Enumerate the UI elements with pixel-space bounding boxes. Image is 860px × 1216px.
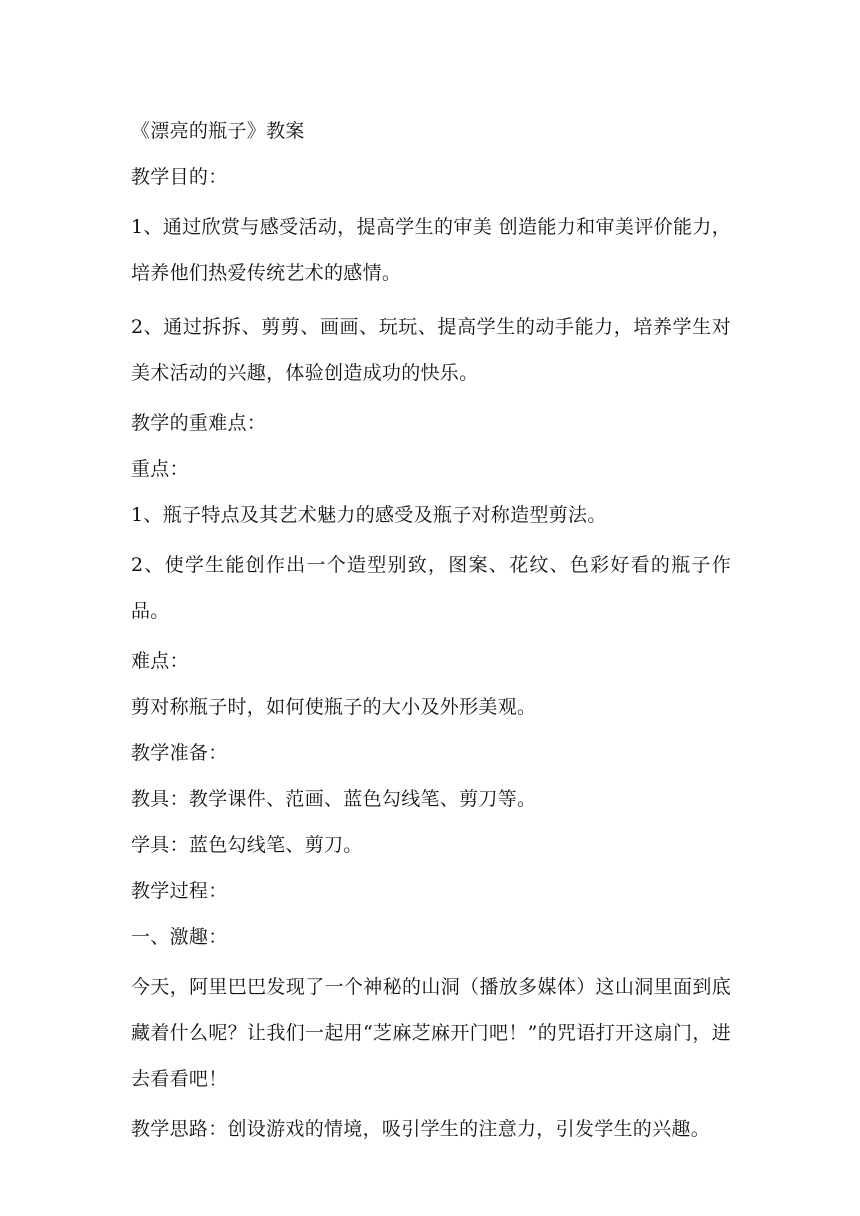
objective-item-1: 1、通过欣赏与感受活动，提高学生的审美 创造能力和审美评价能力，培养他们热爱传统艺术的感情。 [131, 216, 731, 284]
step-heading-1: 一、激趣： [131, 926, 228, 948]
section-heading-key-points: 教学的重难点： [131, 412, 267, 434]
subheading-difficulty: 难点： [131, 650, 189, 672]
section-heading-process: 教学过程： [131, 880, 228, 902]
section-heading-preparation: 教学准备： [131, 742, 228, 764]
document-body [131, 112, 731, 1156]
teaching-idea: 教学思路：创设游戏的情境，吸引学生的注意力，引发学生的兴趣。 [131, 1118, 711, 1140]
student-tools: 学具：蓝色勾线笔、剪刀。 [131, 834, 363, 856]
step-1-text: 今天，阿里巴巴发现了一个神秘的山洞（播放多媒体）这山洞里面到底藏着什么呢？让我们一起用“芝麻芝麻开门吧！”的咒语打开这扇门，进去看看吧！ [131, 976, 731, 1090]
objective-item-2: 2、通过拆拆、剪剪、画画、玩玩、提高学生的动手能力，培养学生对美术活动的兴趣，体验创造成功的快乐。 [131, 316, 731, 384]
subheading-focus: 重点： [131, 458, 189, 480]
difficulty-text: 剪对称瓶子时，如何使瓶子的大小及外形美观。 [131, 696, 537, 718]
teacher-tools: 教具：教学课件、范画、蓝色勾线笔、剪刀等。 [131, 788, 537, 810]
document-title: 《漂亮的瓶子》教案 [131, 120, 305, 142]
section-heading-objectives: 教学目的： [131, 166, 228, 188]
focus-item-1: 1、瓶子特点及其艺术魅力的感受及瓶子对称造型剪法。 [131, 504, 607, 526]
focus-item-2: 2、使学生能创作出一个造型别致，图案、花纹、色彩好看的瓶子作品。 [131, 554, 731, 622]
